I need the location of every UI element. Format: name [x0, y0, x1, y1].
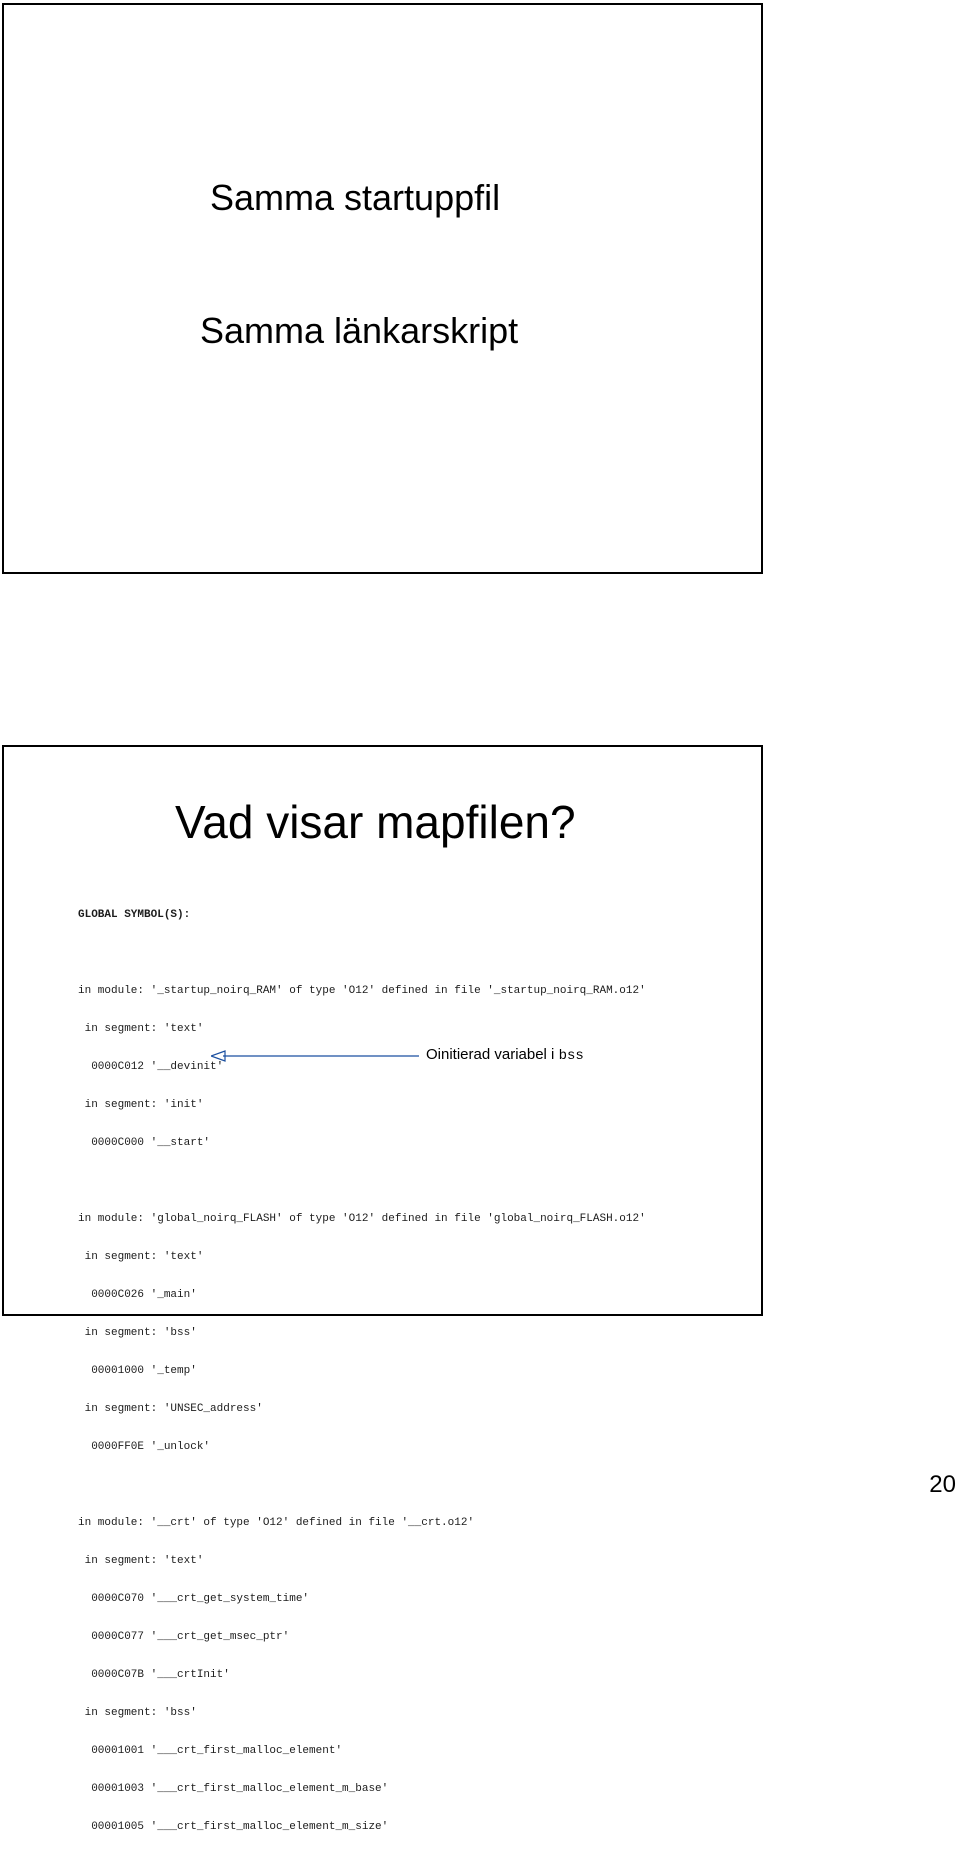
- mapfile-line: 0000C000 '__start': [78, 1137, 211, 1149]
- mapfile-line: in segment: 'text': [78, 1555, 204, 1567]
- mapfile-line: in module: '_startup_noirq_RAM' of type 'O12' defined in file '_startup_noirq_RAM.o12': [78, 985, 646, 997]
- mapfile-line: in module: '__crt' of type 'O12' defined in file '__crt.o12': [78, 1517, 475, 1529]
- mapfile-line-temp: 00001000 '_temp': [78, 1365, 197, 1377]
- mapfile-line: 0000C070 '___crt_get_system_time': [78, 1593, 310, 1605]
- mapfile-line: in segment: 'text': [78, 1023, 204, 1035]
- annotation-code: bss: [558, 1048, 584, 1064]
- annotation-label: [426, 1047, 584, 1063]
- page-number: 20: [929, 1471, 956, 1498]
- mapfile-header: GLOBAL SYMBOL(S):: [78, 909, 191, 921]
- annotation-text: Oinitierad variabel i: [426, 1046, 559, 1063]
- mapfile-line: in segment: 'text': [78, 1251, 204, 1263]
- mapfile-line: in segment: 'UNSEC_address': [78, 1403, 263, 1415]
- mapfile-listing: [78, 884, 646, 1858]
- mapfile-line: 0000FF0E '_unlock': [78, 1441, 211, 1453]
- mapfile-line: in segment: 'init': [78, 1099, 204, 1111]
- mapfile-line: 0000C026 '_main': [78, 1289, 197, 1301]
- mapfile-line: 0000C012 '__devinit': [78, 1061, 224, 1073]
- mapfile-line: in module: 'global_noirq_FLASH' of type 'O12' defined in file 'global_noirq_FLASH.o12': [78, 1213, 646, 1225]
- mapfile-line: in segment: 'bss': [78, 1327, 197, 1339]
- slide-samma: [2, 3, 763, 574]
- bullet-startuppfil: Samma startuppfil: [210, 177, 501, 218]
- bullet-lankarskript: Samma länkarskript: [200, 310, 519, 351]
- annotation-arrow: [211, 1049, 421, 1063]
- mapfile-line: 00001003 '___crt_first_malloc_element_m_base': [78, 1783, 389, 1795]
- mapfile-line: 00001001 '___crt_first_malloc_element': [78, 1745, 343, 1757]
- slide-title: Vad visar mapfilen?: [175, 796, 576, 848]
- slide-mapfilen: [2, 745, 763, 1833]
- mapfile-line: 0000C077 '___crt_get_msec_ptr': [78, 1631, 290, 1643]
- mapfile-line: 0000C07B '___crtInit': [78, 1669, 230, 1681]
- mapfile-line: 00001005 '___crt_first_malloc_element_m_size': [78, 1821, 389, 1833]
- mapfile-line: in segment: 'bss': [78, 1707, 197, 1719]
